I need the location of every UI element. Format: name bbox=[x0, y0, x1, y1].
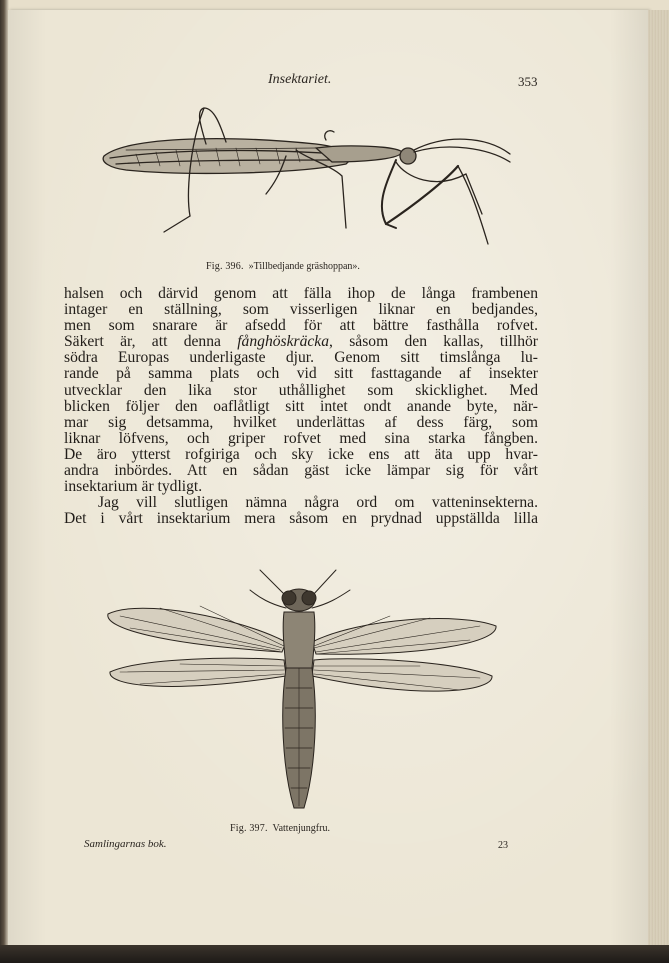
text-line: halsen och därvid genom att fälla ihop de långa frambenen bbox=[64, 285, 538, 302]
signature-number: 23 bbox=[498, 840, 508, 851]
figure-caption-397 bbox=[230, 823, 330, 834]
text-line: De äro ytterst rofgiriga och sky icke ens att äta upp hvar- bbox=[64, 445, 538, 463]
text-line: intager en ställning, som visserligen liknar en bedjandes, bbox=[64, 301, 538, 319]
text-line: rande på samma plats och vid sitt fasttagande af insekter bbox=[64, 365, 538, 383]
text-line: södra Europas underligaste djur. Genom sitt timslånga lu- bbox=[64, 349, 538, 367]
dragonfly-illustration bbox=[100, 568, 500, 820]
text-segment: , såsom den kallas, tillhör bbox=[329, 333, 538, 351]
text-line: liknar löfvens, och griper rofvet med sina starka fångben. bbox=[64, 429, 538, 447]
text-line-italic-term bbox=[64, 334, 538, 350]
text-line: Jag vill slutligen nämna några ord om vatteninsekterna. bbox=[98, 494, 538, 512]
caption-number: Fig. 396. bbox=[206, 261, 244, 272]
page-stack-edge bbox=[648, 10, 669, 945]
page-number: 353 bbox=[518, 74, 538, 89]
text-line: men som snarare är afsedd för att bättre fasthålla rofvet. bbox=[64, 317, 538, 335]
caption-number: Fig. 397. bbox=[230, 823, 268, 834]
text-line: blicken följer den oaflåtligt sitt intet ondt anande byte, när- bbox=[64, 397, 538, 415]
text-line: mar sig detsamma, hvilket underlättas af dess färg, som bbox=[64, 413, 538, 431]
mantis-illustration bbox=[96, 104, 516, 254]
figure-caption-396 bbox=[206, 261, 360, 272]
italic-term: fånghöskräcka bbox=[237, 333, 330, 351]
running-header-title: Insektariet. bbox=[268, 72, 332, 87]
signature-mark: Samlingarnas bok. bbox=[84, 838, 167, 850]
body-text bbox=[64, 286, 538, 527]
text-line: andra inbördes. Att en sådan gäst icke lämpar sig för vårt bbox=[64, 462, 538, 480]
text-line: utvecklar den lika stor uthållighet som skicklighet. Med bbox=[64, 381, 538, 399]
caption-text: Vattenjungfru. bbox=[272, 823, 330, 834]
book-bottom-edge bbox=[0, 945, 669, 963]
text-line: insektarium är tydligt. bbox=[64, 478, 203, 496]
text-segment: Säkert är, att denna bbox=[64, 333, 238, 351]
caption-text: »Tillbedjande gräshoppan». bbox=[248, 261, 360, 272]
text-line: Det i vårt insektarium mera såsom en prydnad uppställda lilla bbox=[64, 510, 538, 528]
